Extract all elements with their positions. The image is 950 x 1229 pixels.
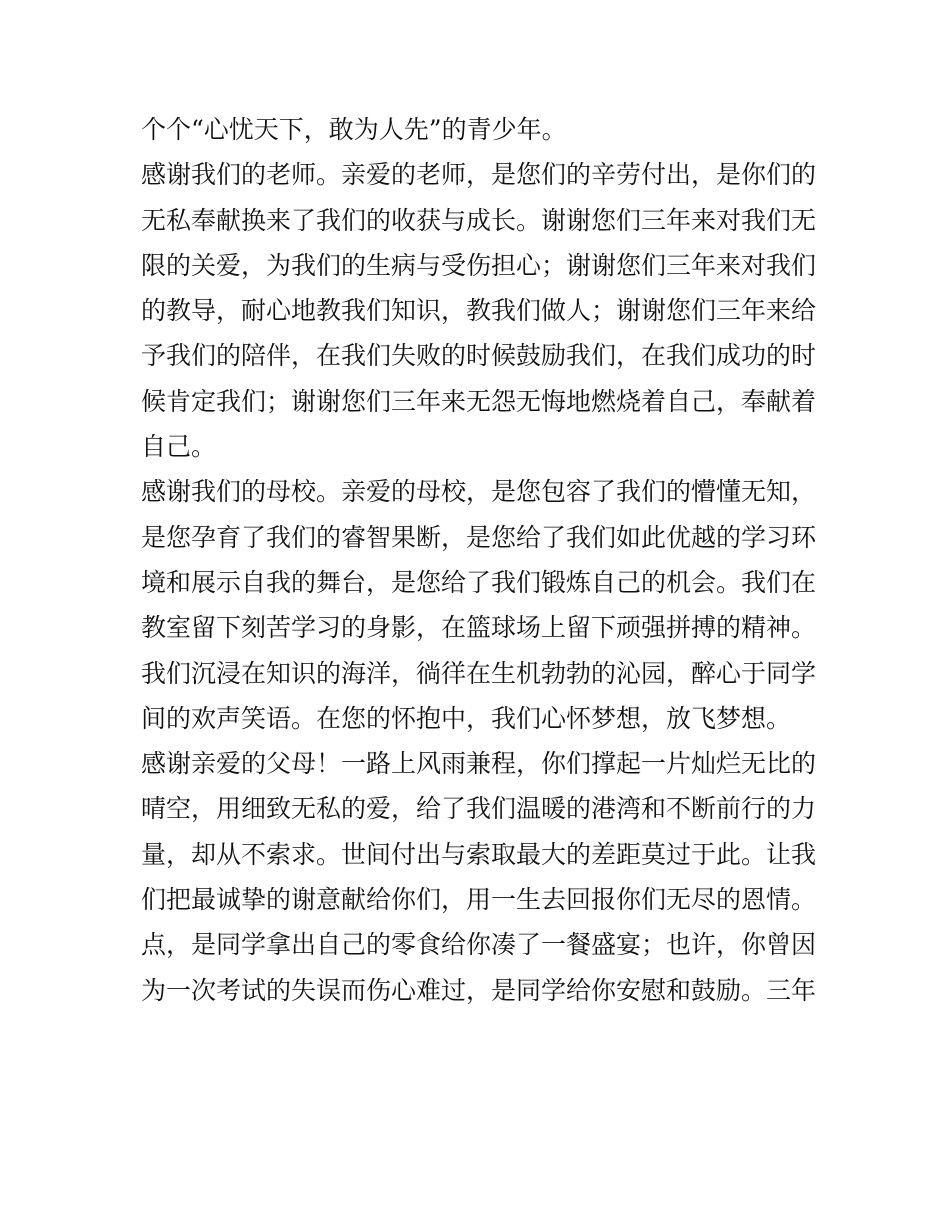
text-line: 间的欢声笑语。在您的怀抱中，我们心怀梦想，放飞梦想。: [141, 703, 792, 733]
text-line: 教室留下刻苦学习的身影，在篮球场上留下顽强拼搏的精神。: [141, 613, 817, 643]
text-line: 感谢我们的老师。亲爱的老师，是您们的辛劳付出，是你们的: [141, 160, 817, 190]
text-line: 境和展示自我的舞台，是您给了我们锻炼自己的机会。我们在: [141, 567, 817, 597]
text-line: 个个“心忧天下，敢为人先”的青少年。: [141, 115, 567, 144]
text-line: 感谢亲爱的父母！一路上风雨兼程，你们撑起一片灿烂无比的: [141, 749, 817, 779]
text-line: 无私奉献换来了我们的收获与成长。谢谢您们三年来对我们无: [141, 205, 817, 235]
text-line: 予我们的陪伴，在我们失败的时候鼓励我们，在我们成功的时: [141, 341, 817, 371]
text-line: 我们沉浸在知识的海洋，徜徉在生机勃勃的沁园，醉心于同学: [141, 658, 817, 688]
text-line: 感谢我们的母校。亲爱的母校，是您包容了我们的懵懂无知，: [141, 477, 817, 507]
text-line: 的教导，耐心地教我们知识，教我们做人；谢谢您们三年来给: [141, 296, 817, 326]
text-line: 限的关爱，为我们的生病与受伤担心；谢谢您们三年来对我们: [141, 250, 817, 280]
text-line: 晴空，用细致无私的爱，给了我们温暖的港湾和不断前行的力: [141, 794, 817, 824]
text-line: 点，是同学拿出自己的零食给你凑了一餐盛宴；也许，你曾因: [141, 930, 817, 960]
body-text: [141, 107, 821, 1013]
text-line: 为一次考试的失误而伤心难过，是同学给你安慰和鼓励。三年: [141, 975, 817, 1005]
text-line: 们把最诚挚的谢意献给你们，用一生去回报你们无尽的恩情。: [141, 885, 817, 915]
text-line: 量，却从不索求。世间付出与索取最大的差距莫过于此。让我: [141, 839, 817, 869]
text-line: 自己。: [141, 432, 217, 462]
text-line: 是您孕育了我们的睿智果断，是您给了我们如此优越的学习环: [141, 522, 817, 552]
text-line: 候肯定我们；谢谢您们三年来无怨无悔地燃烧着自己，奉献着: [141, 386, 817, 416]
